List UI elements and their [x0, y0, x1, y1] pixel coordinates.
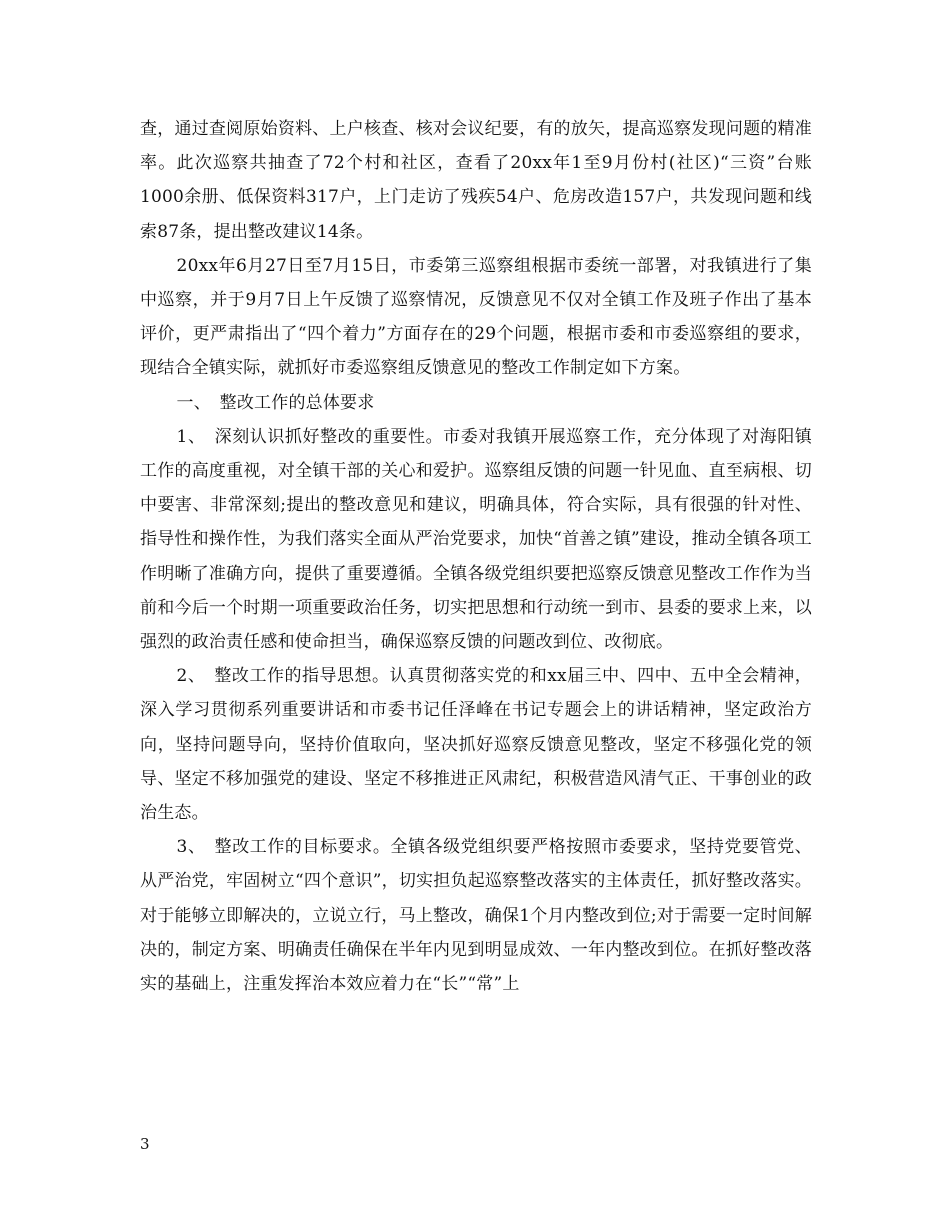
- document-body: [140, 112, 812, 1001]
- paragraph-continuation: 查，通过查阅原始资料、上户核查、核对会议纪要，有的放矢，提高巡察发现问题的精准率。此次巡察共抽查了72个村和社区，查看了20xx年1至9月份村(社区)“三资”台账1000余册、低保资料317户，上门走访了残疾54户、危房改造157户，共发现问题和线索87条，提出整改建议14条。: [140, 119, 812, 242]
- paragraph-item-1: 1、 深刻认识抓好整改的重要性。市委对我镇开展巡察工作，充分体现了对海阳镇工作的高度重视，对全镇干部的关心和爱护。巡察组反馈的问题一针见血、直至病根、切中要害、非常深刻;提出的整改意见和建议，明确具体，符合实际，具有很强的针对性、指导性和操作性，为我们落实全面从严治党要求，加快“首善之镇”建设，推动全镇各项工作明晰了准确方向，提供了重要遵循。全镇各级党组织要把巡察反馈意见整改工作作为当前和今后一个时期一项重要政治任务，切实把思想和行动统一到市、县委的要求上来，以强烈的政治责任感和使命担当，确保巡察反馈的问题改到位、改彻底。: [140, 426, 812, 653]
- paragraph-item-3: 3、 整改工作的目标要求。全镇各级党组织要严格按照市委要求，坚持党要管党、从严治党，牢固树立“四个意识”，切实担负起巡察整改落实的主体责任，抓好整改落实。对于能够立即解决的，立说立行，马上整改，确保1个月内整改到位;对于需要一定时间解决的，制定方案、明确责任确保在半年内见到明显成效、一年内整改到位。在抓好整改落实的基础上，注重发挥治本效应着力在“长”“常”上: [140, 837, 812, 995]
- paragraph-item-2: 2、 整改工作的指导思想。认真贯彻落实党的和xx届三中、四中、五中全会精神，深入学习贯彻系列重要讲话和市委书记任泽峰在书记专题会上的讲话精神，坚定政治方向，坚持问题导向，坚持价值取向，坚决抓好巡察反馈意见整改，坚定不移强化党的领导、坚定不移加强党的建设、坚定不移推进正风肃纪，积极营造风清气正、干事创业的政治生态。: [140, 666, 812, 824]
- section-heading-general-requirements: 一、 整改工作的总体要求: [176, 392, 375, 413]
- page-number: 3: [140, 1135, 150, 1153]
- paragraph-inspection-summary: 20xx年6月27日至7月15日，市委第三巡察组根据市委统一部署，对我镇进行了集中巡察，并于9月7日上午反馈了巡察情况，反馈意见不仅对全镇工作及班子作出了基本评价，更严肃指出了“四个着力”方面存在的29个问题，根据市委和市委巡察组的要求，现结合全镇实际，就抓好市委巡察组反馈意见的整改工作制定如下方案。: [140, 255, 812, 379]
